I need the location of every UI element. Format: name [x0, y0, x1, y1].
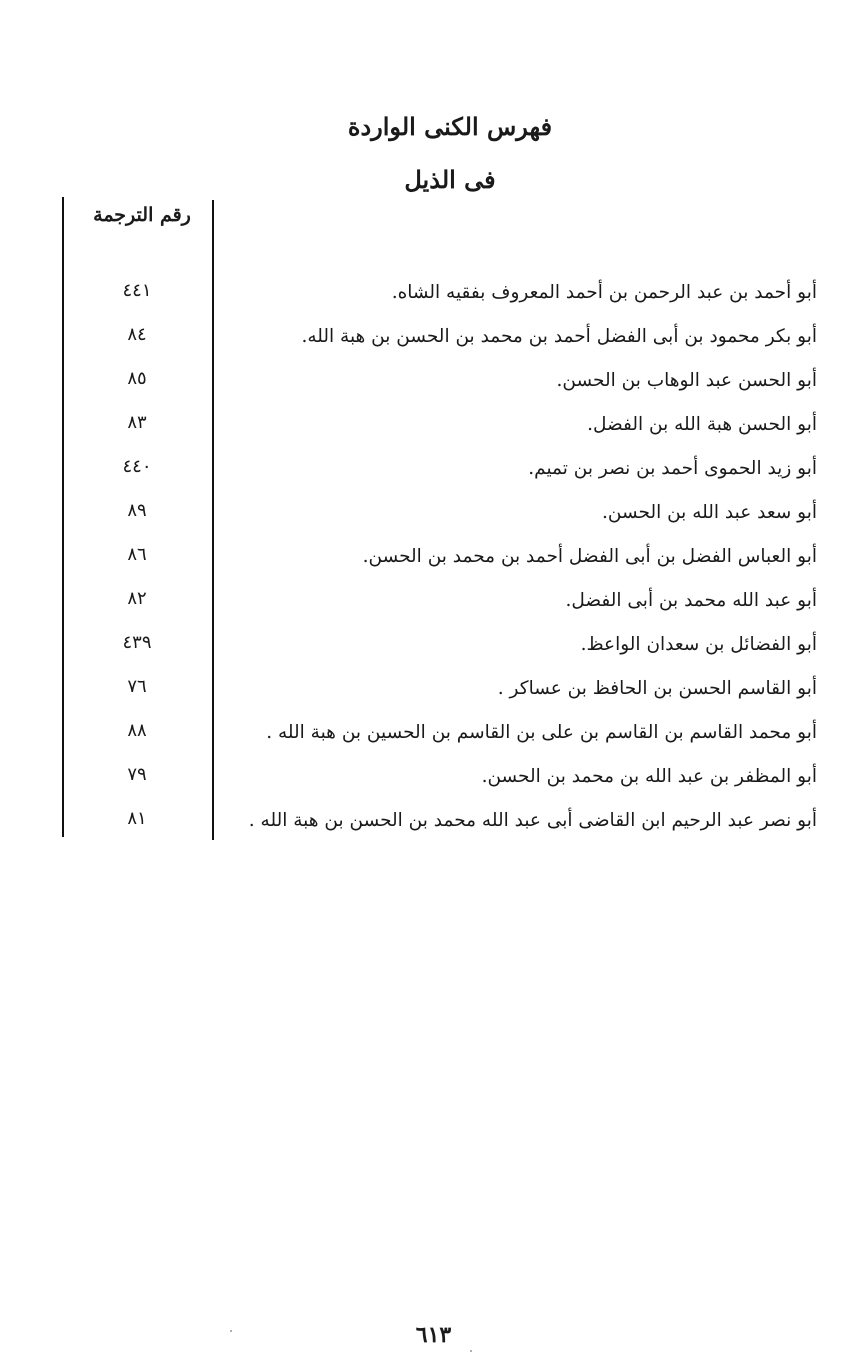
entry-number: ٨٦: [127, 544, 147, 565]
entry-text: أبو نصر عبد الرحيم ابن القاضى أبى عبد الله محمد بن الحسن بن هبة الله .: [248, 810, 817, 831]
entry-number: ٤٤٠: [122, 456, 152, 477]
index-entries: [0, 274, 867, 846]
entry-text: أبو أحمد بن عبد الرحمن بن أحمد المعروف بفقيه الشاه.: [391, 282, 817, 303]
index-entry: [0, 318, 867, 362]
index-entry: [0, 494, 867, 538]
entry-text: أبو سعد عبد الله بن الحسن.: [602, 502, 817, 523]
entry-text: أبو العباس الفضل بن أبى الفضل أحمد بن محمد بن الحسن.: [362, 546, 817, 567]
entry-number: ٨٤: [127, 324, 147, 345]
index-title: فهرس الكنى الواردة: [347, 112, 553, 141]
entry-number: ٤٤١: [122, 280, 152, 301]
index-entry: [0, 626, 867, 670]
scan-speck: [470, 1350, 472, 1352]
entry-number: ٨٨: [127, 720, 147, 741]
entry-number: ٨٥: [127, 368, 147, 389]
entry-text: أبو بكر محمود بن أبى الفضل أحمد بن محمد بن الحسن بن هبة الله.: [301, 326, 817, 347]
entry-number: ٨٩: [127, 500, 147, 521]
entry-text: أبو عبد الله محمد بن أبى الفضل.: [565, 590, 817, 611]
index-entry: [0, 362, 867, 406]
column-header-entry-number: رقم الترجمة: [93, 204, 191, 226]
index-entry: [0, 406, 867, 450]
entry-number: ٧٦: [127, 676, 147, 697]
index-subtitle: فى الذيل: [404, 165, 496, 194]
entry-number: ٨١: [127, 808, 147, 829]
scan-speck: [230, 1330, 232, 1332]
entry-number: ٤٣٩: [122, 632, 152, 653]
entry-text: أبو الفضائل بن سعدان الواعظ.: [580, 634, 817, 655]
index-entry: [0, 758, 867, 802]
entry-number: ٨٢: [127, 588, 147, 609]
index-entry: [0, 450, 867, 494]
entry-number: ٧٩: [127, 764, 147, 785]
index-entry: [0, 714, 867, 758]
index-entry: [0, 274, 867, 318]
page-number: ٦١٣: [415, 1322, 452, 1348]
index-entry: [0, 582, 867, 626]
entry-text: أبو المظفر بن عبد الله بن محمد بن الحسن.: [481, 766, 817, 787]
index-entry: [0, 802, 867, 846]
entry-text: أبو الحسن هبة الله بن الفضل.: [587, 414, 817, 435]
entry-text: أبو الحسن عبد الوهاب بن الحسن.: [556, 370, 817, 391]
index-entry: [0, 538, 867, 582]
entry-text: أبو محمد القاسم بن القاسم بن على بن القاسم بن الحسين بن هبة الله .: [266, 722, 817, 743]
entry-text: أبو القاسم الحسن بن الحافظ بن عساكر .: [497, 678, 817, 699]
index-entry: [0, 670, 867, 714]
entry-text: أبو زيد الحموى أحمد بن نصر بن تميم.: [528, 458, 817, 479]
entry-number: ٨٣: [127, 412, 147, 433]
